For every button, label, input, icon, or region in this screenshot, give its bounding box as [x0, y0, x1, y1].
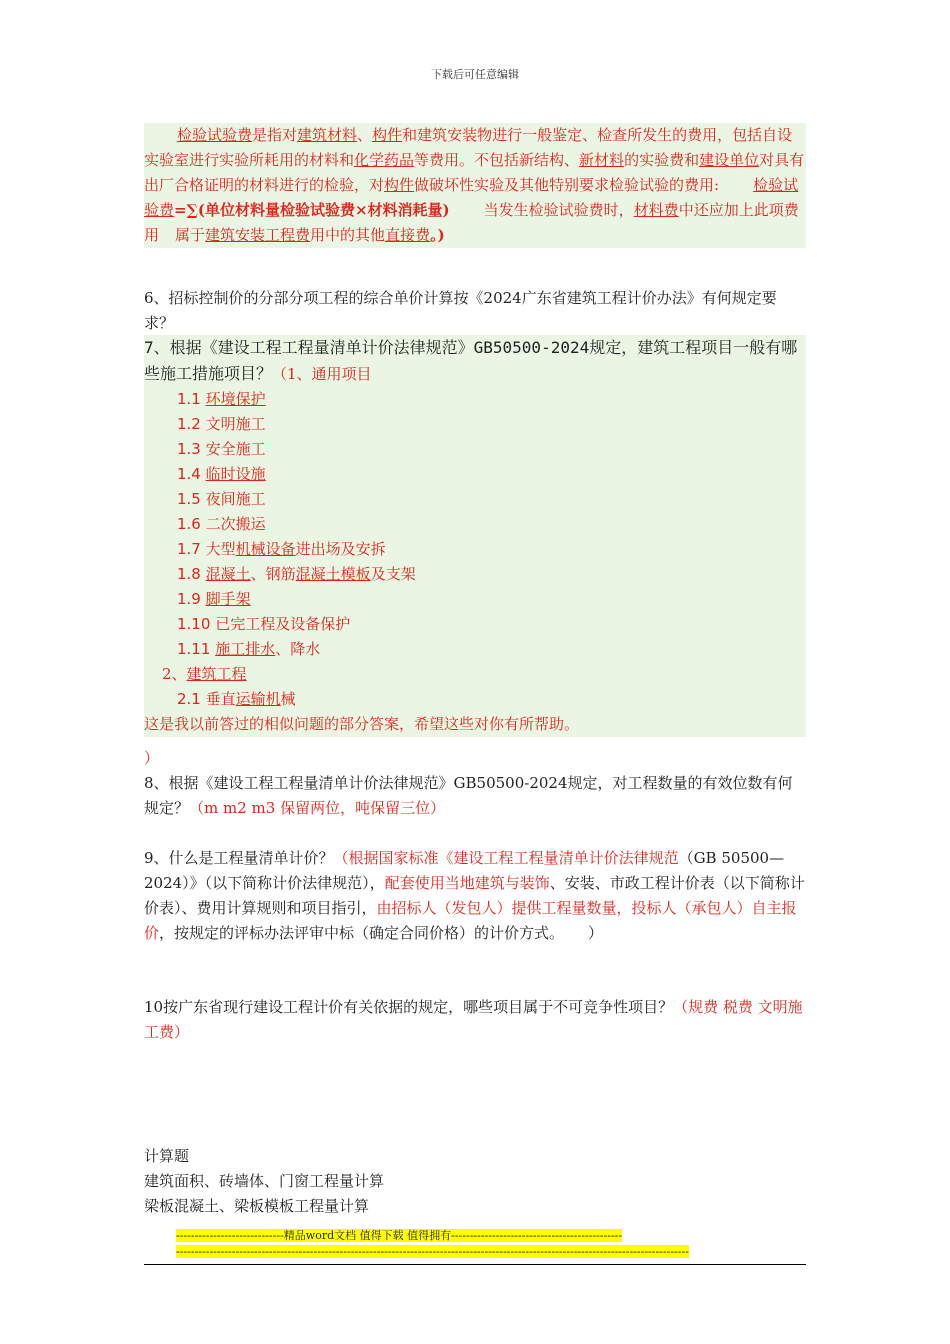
question-10: [144, 995, 806, 1045]
calculation-line: 建筑面积、砖墙体、门窗工程量计算: [144, 1172, 385, 1190]
question-7: [144, 335, 806, 737]
text-run: 、安装、市政工程计价表（以下简称计价表）、费用计算规则和项目指引，: [144, 874, 805, 917]
list-item: 1.1 环境保护: [177, 390, 266, 408]
text-run: 对具有出厂合格证明的材料进行的检验，对: [144, 151, 805, 194]
question-8-text: 8、根据《建设工程工程量清单计价法律规范》GB50500-2024规定，对工程数量的有效位数有何规定？: [144, 774, 793, 817]
question-8: [144, 771, 806, 821]
list-item: 1.7 大型机械设备进出场及安拆: [177, 540, 386, 558]
text-run: 构件: [384, 176, 415, 194]
text-run: 材料费: [633, 201, 679, 219]
footer-line-1: -----------------------------精品word文档 值得下载 值得拥有----------------------------------------------: [176, 1229, 623, 1242]
list-item: 1.5 夜间施工: [177, 490, 266, 508]
list-item: 1.11 施工排水、降水: [177, 640, 321, 658]
text-run: 属于: [175, 226, 206, 244]
question-6-text: 6、招标控制价的分部分项工程的综合单价计算按《2024广东省建筑工程计价办法》有何规定要求？: [144, 289, 777, 332]
text-run: 检验试验费: [144, 176, 799, 219]
text-run: 。): [430, 226, 445, 244]
list-item: 1.3 安全施工: [177, 440, 266, 458]
question-10-text: 10按广东省现行建设工程计价有关依据的规定，哪些项目属于不可竞争性项目？: [144, 998, 674, 1016]
text-run: 由招标人（发包人）提供工程量数量，投标人（承包人）自主报价: [144, 899, 797, 942]
list-item: 2.1 垂直运输机械: [177, 690, 296, 708]
list-item: 1.8 混凝土、钢筋混凝土模板及支架: [177, 565, 416, 583]
footer-rule: [144, 1264, 806, 1265]
text-run: 和建筑安装物进行一般鉴定、检查所发生的费用，包括自设实验室进行实验所耗用的材料和: [144, 126, 793, 169]
text-run: 的实验费和: [624, 151, 700, 169]
list-item: 1.4 临时设施: [177, 465, 266, 483]
question-8-answer: （m m2 m3 保留两位，吨保留三位）: [189, 799, 446, 817]
text-run: ，按规定的评标办法评审中标（确定合同价格）的计价方式。: [159, 924, 565, 942]
question-7-group-1: （1、通用项目: [272, 365, 372, 383]
text-run: 等费用。不包括新结构、: [414, 151, 580, 169]
text-run: 用中的其他: [310, 226, 386, 244]
text-run: 构件: [372, 126, 403, 144]
question-9: [144, 846, 806, 946]
text-run: 建筑安装工程费: [205, 226, 311, 244]
question-6: [144, 286, 806, 336]
calculation-title: 计算题: [144, 1147, 190, 1165]
text-run: 做破坏性实验及其他特别要求检验试验的费用:: [414, 176, 720, 194]
list-item: 1.6 二次搬运: [177, 515, 266, 533]
text-run: （GB 50500—2024）》（以下简称计价法律规范），: [144, 849, 785, 892]
text-run: 工程量清单计价法律规范: [513, 849, 679, 867]
list-item: 1.10 已完工程及设备保护: [177, 615, 351, 633]
inspection-fee-paragraph: [144, 123, 806, 248]
text-run: 配套使用当地建筑与装饰: [384, 874, 550, 892]
calculation-section: [144, 1144, 806, 1219]
text-run: （根据国家标准《建设工程: [333, 849, 514, 867]
text-run: =∑(单位材料量检验试验费×材料消耗量): [174, 201, 450, 219]
text-run: 检验试验费: [177, 126, 253, 144]
text-run: ）: [588, 924, 604, 942]
text-run: 当发生检验试验费时，: [483, 201, 634, 219]
footer-line-2: ------------------------------------------------------------------------------------------------------------------------------------------: [176, 1245, 689, 1258]
text-run: 是指对: [252, 126, 298, 144]
list-group-heading: 2、建筑工程: [162, 665, 247, 683]
question-7-note: 这是我以前答过的相似问题的部分答案，希望这些对你有所帮助。: [144, 715, 580, 733]
text-run: 建筑材料: [297, 126, 358, 144]
page-header: 下载后可任意编辑: [431, 68, 519, 81]
question-7-title: 7、根据《建设工程工程量清单计价法律规范》GB50500-2024规定，建筑工程项目一般有哪些施工措施项目？: [144, 338, 798, 383]
list-item: 1.2 文明施工: [177, 415, 266, 433]
text-run: 新材料: [579, 151, 625, 169]
text-run: 化学药品: [354, 151, 415, 169]
question-10-answer: （规费 税费 文明施工费）: [144, 998, 803, 1041]
calculation-line: 梁板混凝土、梁板模板工程量计算: [144, 1197, 370, 1215]
list-item: 1.9 脚手架: [177, 590, 251, 608]
text-run: 中还应加上此项费用: [144, 201, 799, 244]
question-7-close: ）: [144, 749, 160, 767]
text-run: 9、什么是工程量清单计价？: [144, 849, 334, 867]
text-run: 直接费: [385, 226, 431, 244]
text-run: 、: [357, 126, 373, 144]
text-run: 建设单位: [699, 151, 760, 169]
